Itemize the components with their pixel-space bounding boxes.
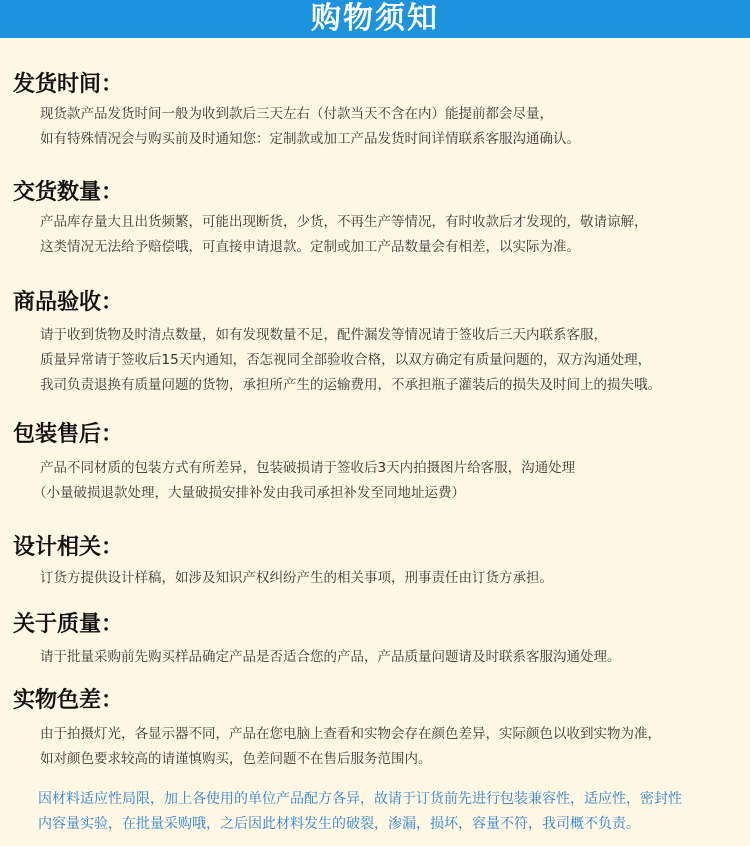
section-line: 如对颜色要求较高的请谨慎购买，色差问题不在售后服务范围内。 xyxy=(40,751,432,767)
section-heading: 关于质量： xyxy=(13,612,124,637)
section-heading: 交货数量： xyxy=(13,180,124,205)
section-line: 请于收到货物及时清点数量，如有发现数量不足，配件漏发等情况请于签收后三天内联系客服， xyxy=(40,327,607,343)
section-line: 我司负责退换有质量问题的货物，承担所产生的运输费用，不承担瓶子灌装后的损失及时间上的损失哦。 xyxy=(40,377,661,393)
section-heading: 包装售后： xyxy=(13,422,124,447)
page-title: 购物须知 xyxy=(311,1,439,36)
section-heading: 实物色差： xyxy=(13,688,124,713)
section-line: 产品库存量大且出货频繁，可能出现断货，少货，不再生产等情况，有时收款后才发现的，敬请谅解， xyxy=(40,214,648,230)
disclaimer-line: 因材料适应性局限，加上各使用的单位产品配方各异，故请于订货前先进行包装兼容性，适应性，密封性 xyxy=(38,791,682,807)
section-line: 产品不同材质的包装方式有所差异，包装破损请于签收后3天内拍摄图片给客服，沟通处理 xyxy=(40,460,576,476)
disclaimer-line: 内容量实验，在批量采购哦，之后因此材料发生的破裂，渗漏，损坏，容量不符，我司概不负责。 xyxy=(38,816,640,832)
section-heading: 设计相关： xyxy=(13,535,124,560)
section-line: 请于批量采购前先购买样品确定产品是否适合您的产品，产品质量问题请及时联系客服沟通处理。 xyxy=(40,649,621,665)
section-line: 由于拍摄灯光，各显示器不同，产品在您电脑上查看和实物会存在颜色差异，实际颜色以收到实物为准， xyxy=(40,726,661,742)
section-line: （小量破损退款处理，大量破损安排补发由我司承担补发至同地址运费） xyxy=(33,485,465,501)
page-banner xyxy=(0,0,750,38)
section-line: 订货方提供设计样稿，如涉及知识产权纠纷产生的相关事项，刑事责任由订货方承担。 xyxy=(40,570,553,586)
section-line: 如有特殊情况会与购买前及时通知您：定制款或加工产品发货时间详情联系客服沟通确认。 xyxy=(40,131,580,147)
section-heading: 商品验收： xyxy=(13,290,124,315)
section-line: 现货款产品发货时间一般为收到款后三天左右（付款当天不含在内）能提前都会尽量， xyxy=(40,106,553,122)
section-line: 这类情况无法给予赔偿哦，可直接申请退款。定制或加工产品数量会有相差，以实际为准。 xyxy=(40,239,580,255)
section-line: 质量异常请于签收后15天内通知，否怎视同全部验收合格，以双方确定有质量问题的，双方沟通处理， xyxy=(40,352,652,368)
section-heading: 发货时间： xyxy=(13,72,124,97)
